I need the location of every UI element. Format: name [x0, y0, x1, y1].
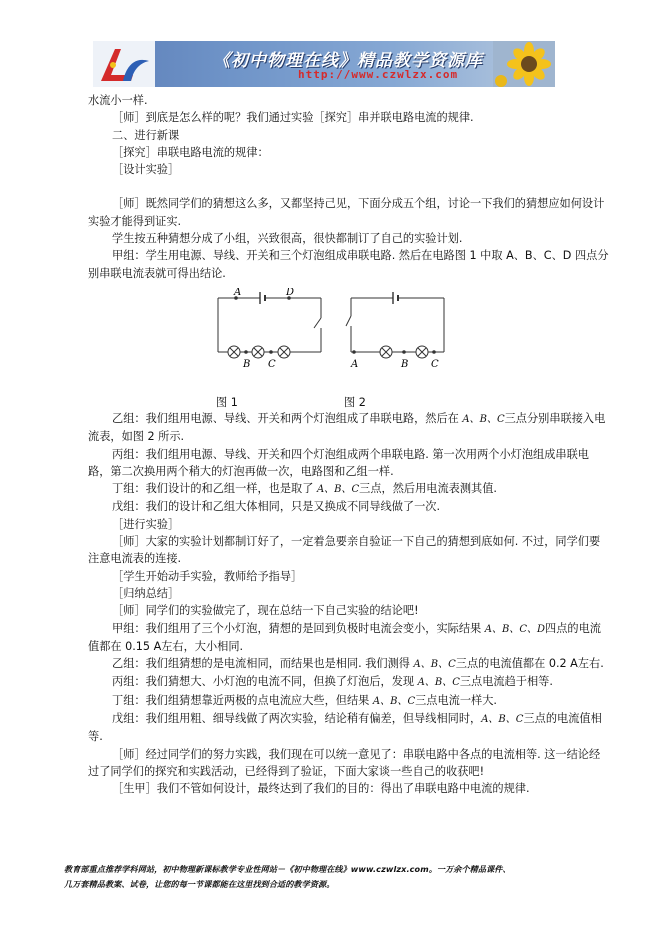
fig1-label-d: D: [286, 287, 295, 298]
circuit-diagrams: [88, 288, 610, 394]
fig1-label-c: C: [268, 358, 276, 370]
paragraph: ［生甲］我们不管如何设计，最终达到了我们的目的：得出了串联电路中电流的规律.: [112, 782, 530, 796]
paragraph: 乙组：我们组猜想的是电流相同，而结果也是相同. 我们测得 A、B、C三点的电流值都在 0.2 A左右.: [112, 657, 604, 671]
figure-2-circuit: [346, 292, 444, 358]
figure-2-caption: 图 2: [344, 395, 366, 409]
fig2-label-b: B: [401, 358, 409, 370]
paragraph: ［探究］串联电路电流的规律：: [112, 145, 269, 159]
figure-1-caption: 图 1: [216, 395, 238, 409]
paragraph: ［师］同学们的实验做完了，现在总结一下自己实验的结论吧!: [112, 604, 419, 618]
figure-1-circuit: [218, 292, 321, 358]
paragraph: 丙组：我们组用电源、导线、开关和四个灯泡组成两个串联电路. 第一次用两个小灯泡组成串联电路，第二次换用两个稍大的灯泡再做一次，电路图和乙组一样.: [88, 447, 589, 478]
paragraph: 甲组：学生用电源、导线、开关和三个灯泡组成串联电路. 然后在电路图 1 中取 A、B、C、D 四点分别串联电流表就可得出结论.: [88, 249, 609, 280]
footer-line: 几万套精品教案、试卷，让您的每一节课都能在这里找到合适的教学资源。: [64, 879, 335, 889]
paragraph: ［归纳总结］: [112, 586, 180, 600]
footer-line: 教育部重点推荐学科网站，初中物理新课标教学专业性网站－《初中物理在线》www.czwlzx.com。一万余个精品课件、: [64, 864, 511, 874]
site-logo-icon: [93, 41, 155, 87]
paragraph: 戊组：我们的设计和乙组大体相同，只是又换成不同导线做了一次.: [112, 500, 440, 514]
banner-url[interactable]: http://www.czwlzx.com: [298, 68, 459, 81]
banner-title: 《初中物理在线》精品教学资源库: [213, 51, 483, 71]
paragraph: ［进行实验］: [112, 517, 180, 531]
paragraph: 丁组：我们组猜想靠近两极的点电流应大些，但结果 A、B、C三点电流一样大.: [112, 693, 497, 707]
circuit-figures: [88, 288, 610, 410]
paragraph: 水流小一样.: [88, 94, 148, 107]
paragraph: 乙组：我们组用电源、导线、开关和两个灯泡组成了串联电路，然后在 A、B、C三点分别串联接入电流表，如图 2 所示.: [88, 411, 606, 444]
paragraph: 丙组：我们猜想大、小灯泡的电流不同，但换了灯泡后，发现 A、B、C三点电流趋于相等.: [112, 675, 553, 689]
paragraph: ［师］到底是怎么样的呢？我们通过实验［探究］串并联电路电流的规律.: [112, 111, 474, 125]
paragraph: ［设计实验］: [112, 163, 180, 177]
fig2-label-a: A: [351, 358, 359, 370]
fig1-label-b: B: [243, 358, 251, 370]
section-heading: 二、进行新课: [112, 128, 180, 142]
paragraph: 学生按五种猜想分成了小组，兴致很高，很快都制订了自己的实验计划.: [112, 232, 463, 246]
blank-line: [88, 178, 610, 195]
header-banner: [93, 41, 555, 87]
page-footer: [64, 862, 604, 892]
paragraph: ［学生开始动手实验，教师给予指导］: [112, 569, 303, 583]
sunflower-icon: [493, 41, 555, 87]
paragraph: ［师］大家的实验计划都制订好了，一定着急要亲自验证一下自己的猜想到底如何. 不过，同学们要注意电流表的连接.: [88, 535, 601, 566]
paragraph: 甲组：我们组用了三个小灯泡，猜想的是回到负极时电流会变小，实际结果 A、B、C、D四点的电流值都在 0.15 A左右，大小相同.: [88, 621, 601, 653]
paragraph: 丁组：我们设计的和乙组一样，也是取了 A、B、C三点，然后用电流表测其值.: [112, 482, 497, 496]
paragraph: ［师］既然同学们的猜想这么多，又都坚持己见，下面分成五个组，讨论一下我们的猜想应如何设计实验才能得到证实.: [88, 197, 605, 228]
paragraph: 戊组：我们组用粗、细导线做了两次实验，结论稍有偏差，但导线相同时，A、B、C三点的电流值相等.: [88, 712, 602, 744]
fig2-label-c: C: [431, 358, 439, 370]
document-body: [88, 92, 610, 798]
fig1-label-a: A: [234, 287, 242, 298]
paragraph: ［师］经过同学们的努力实践，我们现在可以统一意见了：串联电路中各点的电流相等. 这一结论经过了同学们的探究和实践活动，已经得到了验证，下面大家谈一些自己的收获吧!: [88, 747, 601, 778]
